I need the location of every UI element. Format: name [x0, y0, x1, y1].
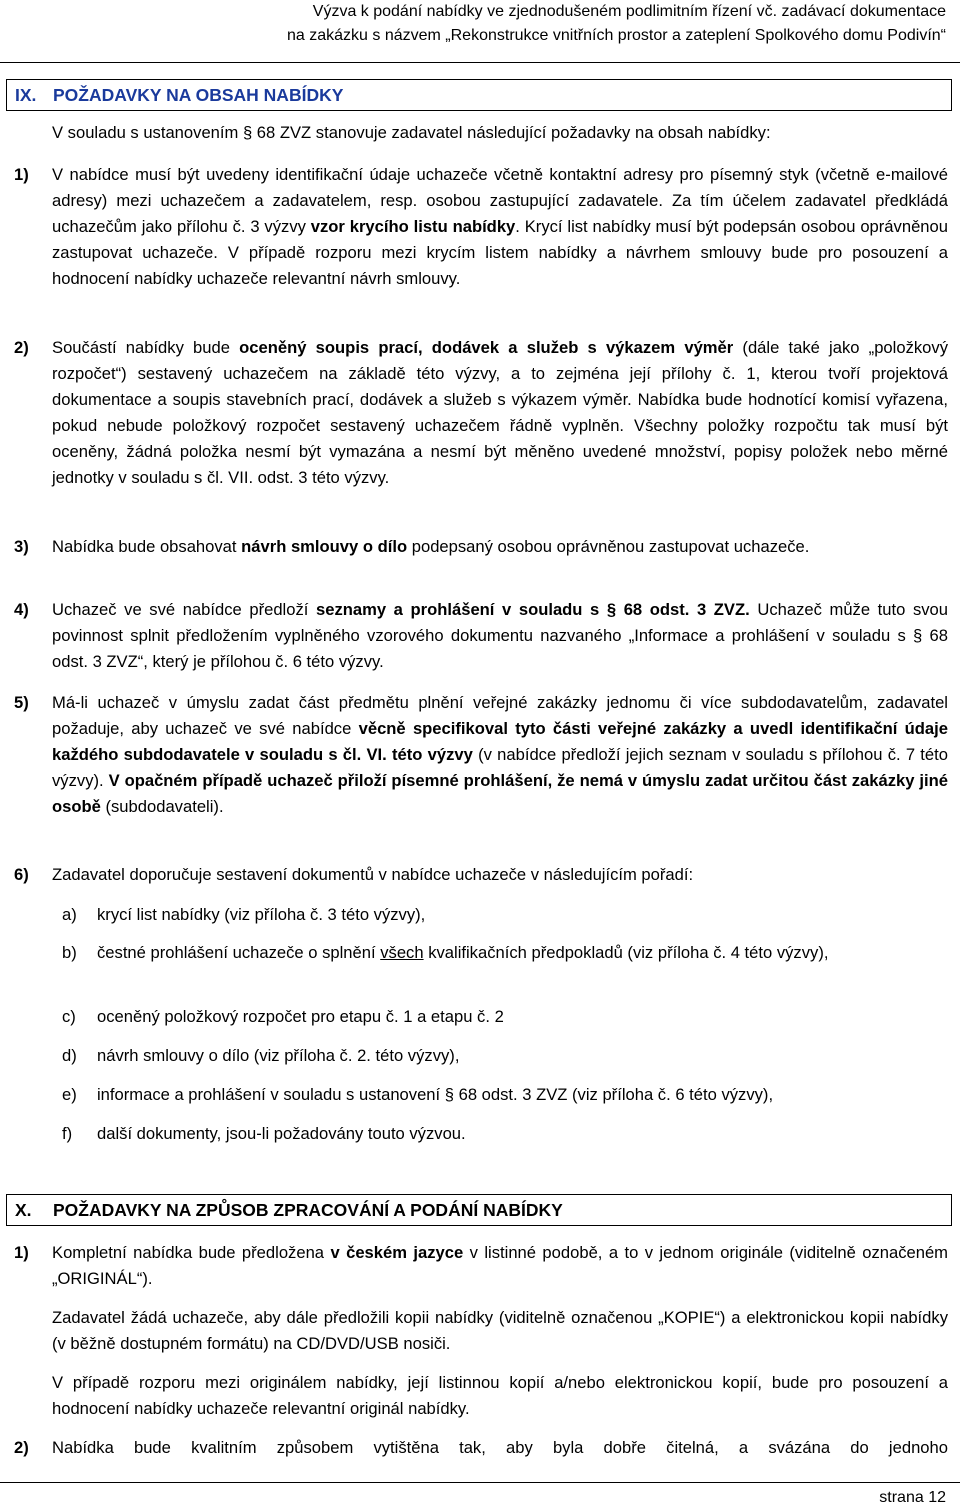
section-intro: V souladu s ustanovením § 68 ZVZ stanovuje zadavatel následující požadavky na obsah nabídky: [52, 123, 771, 142]
order-label-e: e) [62, 1085, 77, 1104]
order-label-a: a) [62, 905, 77, 924]
item-number-x1: 1) [14, 1243, 29, 1262]
item-number-5: 5) [14, 693, 29, 712]
item-x1-paragraph-2: Zadavatel žádá uchazeče, aby dále předložili kopii nabídky (viditelně označenou „KOPIE“) a elektronickou kopii nabídky (v běžně dostupném formátu) na CD/DVD/USB nosiči. [52, 1308, 948, 1353]
item-number-x2: 2) [14, 1438, 29, 1457]
item-x1-paragraph-3: V případě rozporu mezi originálem nabídky, její listinnou kopií a/nebo elektronickou kopií, bude pro posouzení a hodnocení nabídky uchazeče relevantní originál nabídky. [52, 1373, 948, 1418]
order-label-f: f) [62, 1124, 73, 1143]
item-3-text: Nabídka bude obsahovat návrh smlouvy o dílo podepsaný osobou oprávněnou zastupovat uchazeče. [52, 537, 810, 556]
section-heading-ix [6, 79, 952, 111]
item-number-6: 6) [14, 865, 29, 884]
order-item-a: krycí list nabídky (viz příloha č. 3 této výzvy), [97, 905, 426, 924]
item-number-2: 2) [14, 338, 29, 357]
item-number-4: 4) [14, 600, 29, 619]
order-item-f: další dokumenty, jsou-li požadovány touto výzvou. [97, 1124, 466, 1143]
order-item-c: oceněný položkový rozpočet pro etapu č. 1 a etapu č. 2 [97, 1007, 504, 1026]
order-item-d: návrh smlouvy o dílo (viz příloha č. 2. této výzvy), [97, 1046, 460, 1065]
item-number-1: 1) [14, 165, 29, 184]
item-number-3: 3) [14, 537, 29, 556]
item-1-text: V nabídce musí být uvedeny identifikační údaje uchazeče včetně kontaktní adresy pro písemný styk (včetně e-mailové adresy) mezi uchazečem a zadavatelem, resp. osobou zastupující zadavatele. Za tím účelem zadavatel předkládá uchazečům jako přílohu č. 3 výzvy vzor krycího listu nabídky. Krycí list nabídky musí být podepsán osobou oprávněnou zastupovat uchazeče. V případě rozporu mezi krycím listem nabídky a návrhem smlouvy bude pro posouzení a hodnocení nabídky uchazeče relevantní návrh smlouvy. [52, 165, 948, 288]
page-number: strana 12 [879, 1489, 946, 1506]
order-item-e: informace a prohlášení v souladu s ustanovení § 68 odst. 3 ZVZ (viz příloha č. 6 této výzvy), [97, 1085, 774, 1104]
footer-divider [0, 1482, 960, 1483]
item-4-text: Uchazeč ve své nabídce předloží seznamy a prohlášení v souladu s § 68 odst. 3 ZVZ. Uchazeč může tuto svou povinnost splnit předložením vyplněného vzorového dokumentu nazvaného „Informace a prohlášení v souladu s § 68 odst. 3 ZVZ“, který je přílohou č. 6 této výzvy. [52, 600, 948, 671]
item-6-text: Zadavatel doporučuje sestavení dokumentů v nabídce uchazeče v následujícím pořadí: [52, 865, 694, 884]
item-2-text: Součástí nabídky bude oceněný soupis prací, dodávek a služeb s výkazem výměr (dále také jako „položkový rozpočet“) sestavený uchazečem na základě této výzvy, a to zejména její přílohy č. 1, kterou tvoří projektová dokumentace a soupis stavebních prací, dodávek a služeb s výkazem výměr. Nabídka bude hodnotící komisí vyřazena, pokud nebude položkový rozpočet sestavený uchazečem řádně vyplněn. Všechny položky rozpočtu tak musí být oceněny, žádná položka nesmí být vymazána a nesmí být měněno uvedené množství, popisy položek nebo měrné jednotky v souladu s čl. VII. odst. 3 této výzvy. [52, 338, 948, 487]
header-line-1: Výzva k podání nabídky ve zjednodušeném podlimitním řízení vč. zadávací dokumentace [312, 3, 946, 20]
header-line-2: na zakázku s názvem „Rekonstrukce vnitřních prostor a zateplení Spolkového domu Podivín“ [287, 27, 946, 44]
section-title: POŽADAVKY NA ZPŮSOB ZPRACOVÁNÍ A PODÁNÍ NABÍDKY [53, 1200, 563, 1220]
item-5-text: Má-li uchazeč v úmyslu zadat část předmětu plnění veřejné zakázky jednomu či více subdodavatelům, zadavatel požaduje, aby uchazeč ve své nabídce věcně specifikoval tyto části veřejné zakázky a uvedl identifikační údaje každého subdodavatele v souladu s čl. VI. této výzvy (v nabídce předloží jejich seznam v souladu s přílohou č. 7 této výzvy). V opačném případě uchazeč přiloží písemné prohlášení, že nemá v úmyslu zadat určitou část zakázky jiné osobě (subdodavateli). [52, 693, 948, 816]
section-heading-x [6, 1194, 952, 1226]
item-x1-text: Kompletní nabídka bude předložena v českém jazyce v listinné podobě, a to v jednom originále (viditelně označeném „ORIGINÁL“). [52, 1243, 949, 1288]
order-label-c: c) [62, 1007, 76, 1026]
section-number: IX. [15, 85, 37, 105]
section-title: POŽADAVKY NA OBSAH NABÍDKY [53, 85, 344, 105]
header-divider [0, 62, 960, 63]
order-label-d: d) [62, 1046, 77, 1065]
section-number: X. [15, 1200, 32, 1220]
page-header [287, 0, 946, 48]
order-item-b: čestné prohlášení uchazeče o splnění všech kvalifikačních předpokladů (viz příloha č. 4 této výzvy), [97, 943, 829, 962]
order-label-b: b) [62, 943, 77, 962]
item-x2-text: Nabídka bude kvalitním způsobem vytištěna tak, aby byla dobře čitelná, a svázána do jednoho [52, 1438, 948, 1457]
